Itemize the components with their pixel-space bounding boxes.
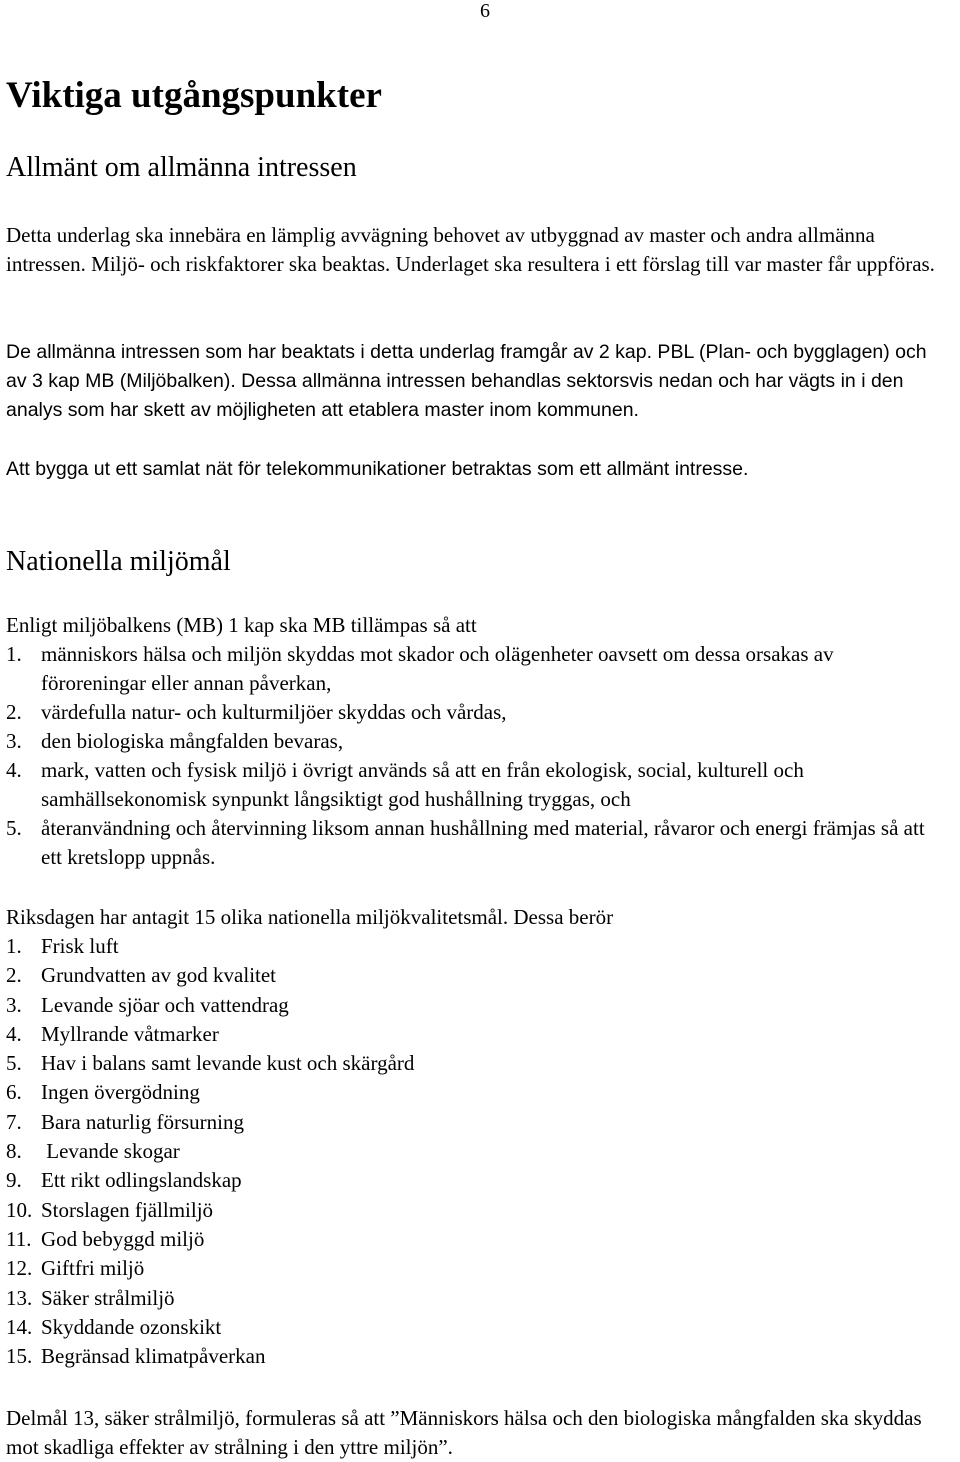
list-item <box>6 698 941 727</box>
list-item <box>6 814 941 872</box>
list-text: Hav i balans samt levande kust och skärgård <box>41 1051 415 1076</box>
section-heading-nationella-miljomal: Nationella miljömål <box>6 546 231 577</box>
list-number: 12. <box>6 1256 33 1281</box>
list-number: 1. <box>6 934 22 958</box>
list-number: 3. <box>6 992 22 1017</box>
list-text: Säker strålmiljö <box>41 1285 175 1310</box>
list-item <box>6 1137 414 1166</box>
list-text: Frisk luft <box>41 934 119 958</box>
paragraph-underlag: Detta underlag ska innebära en lämplig avvägning behovet av utbyggnad av master och andra allmänna intressen. Miljö- och riskfaktorer ska beaktas. Underlaget ska resultera i ett förslag till var master får uppföras. <box>6 223 935 276</box>
page-number: 6 <box>480 0 490 22</box>
list-number: 6. <box>6 1080 22 1105</box>
list-item <box>6 1020 414 1049</box>
paragraph-telekommunikation: Att bygga ut ett samlat nät för telekommunikationer betraktas som ett allmänt intresse. <box>6 458 749 480</box>
list-number: 7. <box>6 1109 22 1134</box>
list-number: 11. <box>6 1226 32 1251</box>
page-title: Viktiga utgångspunkter <box>6 75 382 116</box>
list-number: 4. <box>6 758 22 782</box>
list-number: 2. <box>6 700 22 724</box>
list-text: Giftfri miljö <box>41 1256 145 1281</box>
list-item <box>6 1284 414 1313</box>
list-text: värdefulla natur- och kulturmiljöer skyddas och vårdas, <box>41 700 507 724</box>
list-item <box>6 932 414 961</box>
section-heading-allmanna-intressen: Allmänt om allmänna intressen <box>6 152 357 183</box>
list-text: den biologiska mångfalden bevaras, <box>41 729 344 753</box>
list-number: 9. <box>6 1168 22 1193</box>
list-number: 13. <box>6 1285 33 1310</box>
list-item <box>6 1254 414 1283</box>
list-number: 5. <box>6 1051 22 1076</box>
paragraph-delmal: Delmål 13, säker strålmiljö, formuleras så att ”Människors hälsa och den biologiska mångfalden ska skyddas mot skadliga effekter av strålning i den yttre miljön”. <box>6 1406 922 1459</box>
list-item <box>6 1049 414 1078</box>
list-number: 8. <box>6 1139 22 1164</box>
list-text: Grundvatten av god kvalitet <box>41 963 277 988</box>
list-item <box>6 1108 414 1137</box>
mb-list <box>6 640 941 872</box>
list-text: människors hälsa och miljön skyddas mot skador och olägenheter oavsett om dessa orsakas av föroreningar eller annan påverkan, <box>41 642 834 695</box>
list-text: Myllrande våtmarker <box>41 1021 219 1046</box>
list-number: 5. <box>6 816 22 840</box>
list-text: Storslagen fjällmiljö <box>41 1197 214 1222</box>
list-item <box>6 1166 414 1195</box>
list-item <box>6 756 941 814</box>
list-text: Skyddande ozonskikt <box>41 1314 222 1339</box>
list-number: 1. <box>6 642 22 666</box>
paragraph-riksdag-intro: Riksdagen har antagit 15 olika nationella miljökvalitetsmål. Dessa berör <box>6 905 614 929</box>
list-text: God bebyggd miljö <box>41 1226 205 1251</box>
list-item <box>6 991 414 1020</box>
list-text: Bara naturlig försurning <box>41 1109 244 1134</box>
list-item <box>6 961 414 990</box>
list-item <box>6 1078 414 1107</box>
list-text: Levande sjöar och vattendrag <box>41 992 289 1017</box>
list-text: Ett rikt odlingslandskap <box>41 1168 242 1193</box>
list-item <box>6 1342 414 1371</box>
list-item <box>6 1313 414 1342</box>
list-text: Begränsad klimatpåverkan <box>41 1344 266 1369</box>
paragraph-allmanna-intressen: De allmänna intressen som har beaktats i detta underlag framgår av 2 kap. PBL (Plan- och bygglagen) och av 3 kap MB (Miljöbalken). Dessa allmänna intressen behandlas sektorsvis nedan och har vägts in i den analys som har skett av möjligheten att etablera master inom kommunen. <box>6 341 927 421</box>
paragraph-mb-intro: Enligt miljöbalkens (MB) 1 kap ska MB tillämpas så att <box>6 613 477 637</box>
list-number: 4. <box>6 1021 22 1046</box>
list-number: 15. <box>6 1344 33 1369</box>
list-number: 3. <box>6 729 22 753</box>
list-number: 2. <box>6 963 22 988</box>
list-item <box>6 1196 414 1225</box>
list-text: Ingen övergödning <box>41 1080 200 1105</box>
list-text: återanvändning och återvinning liksom annan hushållning med material, råvaror och energi främjas så att ett kretslopp uppnås. <box>41 816 925 869</box>
list-text: Levande skogar <box>41 1139 180 1164</box>
list-item <box>6 1225 414 1254</box>
list-number: 10. <box>6 1197 33 1222</box>
list-item <box>6 640 941 698</box>
list-number: 14. <box>6 1314 33 1339</box>
list-text: mark, vatten och fysisk miljö i övrigt används så att en från ekologisk, social, kulturell och samhällsekonomisk synpunkt långsiktigt god hushållning tryggas, och <box>41 758 804 811</box>
list-item <box>6 727 941 756</box>
miljomal-list <box>6 932 414 1371</box>
